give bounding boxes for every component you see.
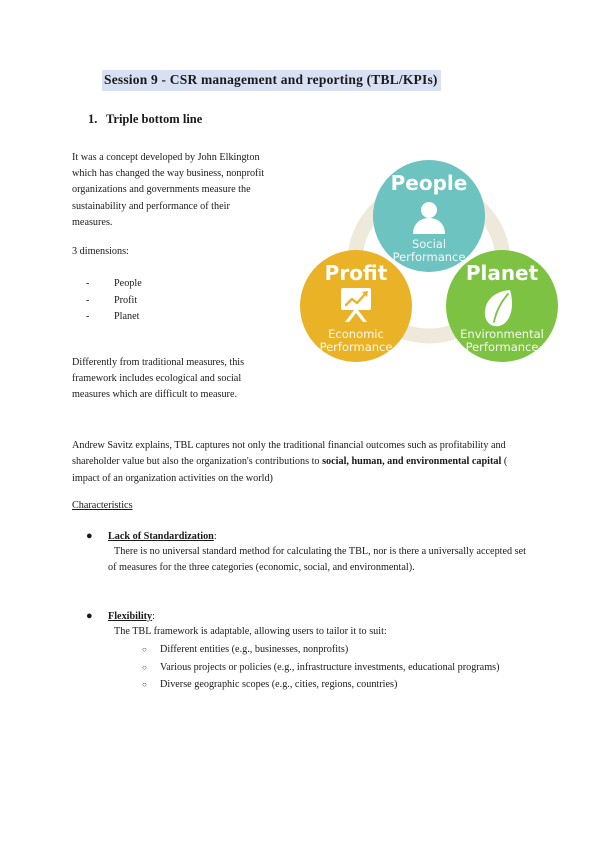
characteristic-heading-row [86,608,536,624]
bullet-icon: ● [86,610,93,622]
hollow-bullet-icon: ○ [142,680,147,690]
characteristic-heading-row [86,528,536,544]
section-heading [88,112,202,127]
section-heading-label: Triple bottom line [106,112,203,126]
people-subtitle-line2: Performance [392,250,466,264]
page-title: Session 9 - CSR management and reporting (TBL/KPIs) [102,70,441,91]
circle-planet [446,250,558,362]
savitz-part1: Andrew Savitz explains, TBL captures not only the traditional financial outcomes such as profitability and shareholder value but also the organization's contributions to [72,440,506,468]
list-item [86,293,142,310]
people-title: People [390,171,468,195]
characteristic-heading: Lack of Standardization [108,531,214,542]
list-item-label: Various projects or policies (e.g., infrastructure investments, educational programs) [160,661,500,673]
characteristic-body: There is no universal standard method for calculating the TBL, nor is there a universally accepted set of measures for the three categories (economic, social, and environmental). [108,546,526,574]
list-item [142,642,536,658]
section-number: 1. [88,112,98,126]
people-subtitle-line1: Social [411,237,447,251]
characteristic-item [86,608,536,695]
characteristic-heading-suffix: : [213,531,217,542]
dash-marker: - [86,278,90,289]
list-item [142,660,536,676]
list-item-label: Different entities (e.g., businesses, nonprofits) [160,644,349,656]
list-item [86,276,142,293]
profit-title: Profit [324,261,388,285]
savitz-bold: social, human, and environmental capital [322,456,502,468]
characteristic-item [86,528,536,577]
planet-subtitle-line2: Performance [465,340,539,354]
hollow-bullet-icon: ○ [142,645,147,655]
list-item [86,309,142,326]
dash-marker: - [86,311,90,322]
list-item-label: People [114,278,142,289]
differently-paragraph: Differently from traditional measures, this framework includes ecological and social measures which are difficult to measure. [72,357,245,401]
triple-bottom-line-diagram [300,158,558,368]
savitz-paragraph [72,438,530,487]
bullet-icon: ● [86,530,93,542]
list-item-label: Profit [114,294,138,306]
characteristic-heading: Flexibility [108,611,153,622]
intro-paragraph: It was a concept developed by John Elkington which has changed the way business, nonprofit organizations and governments measure the sustainability and performance of their measures. [72,152,265,228]
planet-subtitle-line1: Environmental [460,327,544,341]
hollow-bullet-icon: ○ [142,662,147,672]
circle-profit [300,250,412,362]
list-item-label: Planet [114,311,140,322]
list-item [142,677,536,693]
profit-subtitle-line2: Performance [319,340,393,354]
circle-people [373,160,485,272]
characteristics-label: Characteristics [72,500,133,511]
characteristic-sub-list [142,642,536,693]
characteristic-body: The TBL framework is adaptable, allowing users to tailor it to suit: [114,626,387,637]
characteristic-heading-suffix: : [152,611,155,622]
savitz-part2: ( impact of an organization activities on the world) [72,456,508,484]
dimensions-label: 3 dimensions: [72,246,129,257]
profit-subtitle-line1: Economic [328,327,384,341]
dash-marker: - [86,294,90,306]
list-item-label: Diverse geographic scopes (e.g., cities, regions, countries) [160,679,398,691]
dimensions-list [86,276,142,326]
planet-title: Planet [465,261,539,285]
